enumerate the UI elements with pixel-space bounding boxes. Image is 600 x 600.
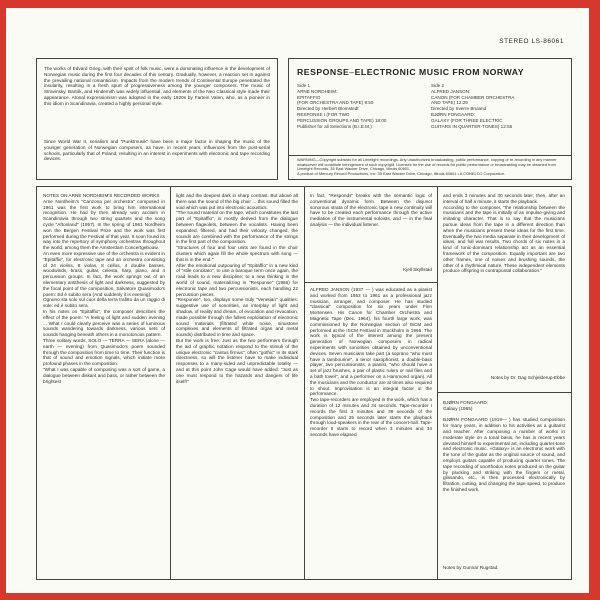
intro-paragraph-2: Since World War II, serialism and "Punktmusik" have been a major factor in shaping the music of the younger generation of Norwegian composers, as have, in recent years, influences from the post-serial schools, particularly that of Poland, resulting in an interest in experiments with electronic and tape recording devices. (44, 139, 270, 162)
side-2-composer-2: BJØRN FONGAARD: (431, 111, 476, 117)
program-divider (289, 155, 571, 156)
column-divider-1 (170, 187, 171, 579)
notes-column-2: light and the deepest dark in sharp contrast. But above all there was the sound of the big choir ... this sound filled the void which was put into electronic acoustics. "The sound material on the tape, which constitutes the last part of "Epitaffio", is mostly derived from the dialogue between flageolets, between the vocalists. Having been expanded, filtered, and had their velocity changed, the sounds are combined with the performance of the strings in the first part of the composition. "Structures of four and four units are found in the choir clusters which again fill the whole spectrum with song — that is in the end." After the emotional outpouring of "Epitaffio" in a new kind of "stile concitato", to use a baroque term once again, the road leads to a new discipline; to a new thinking in the world of sound, materializing in "Response" (1966) for electronic tape and two percussionists, each handling 22 percussion pieces. "Response", too, displays some truly "Venetian" qualities: suggestive use of sonorities, an interplay of light and shadow, of reality and dream, of evocation and revocation, made possible through the fullest exploitation of electronic sound materials (filtrated white noise, sinustone complexes and elements of filtrated organ and metal sounds) distributed in time and space. But the work is free: Just as the two performers through the aid of graphic notation respond to the stimuli of the unique electronic "cantus firmus", often "gothic" in its stark directness, so will the listener have to make individual responses to a many-sided and unpredictable totality — and at this point John Cage would have added: "Just as one must respond to the hazards and dangers of life itself!" (176, 193, 298, 384)
notes-column-4-bottom: BJØRN FONGAARD: Galaxy (1965) BJØRN FONGAARD (1919— ) has studied composition for many years, in addition to his activities as a guitarist and teacher. After composing a number of works in moderate style on a tonal basis, he has in recent years devoted himself to experimental art, including quarter-tone and electronic music. «Galaxy» is an electronic work with the tone of the guitar as the original source of sound, and employs guitars capable of producing quarter tones. The tape recording of unorthodox notes produced on the guitar by plucking and striking with the fingers or metal, glissando, etc., is then processed electronically by filtration, cutting, and changing the tape speed, to produce the finished work. (443, 400, 565, 492)
notes-column-1: NOTES ON ARNE NORDHEIM'S RECORDED WORKS Arne Nordheim's "Canzona per orchestra" composed in 1961 was the first work to bring him international recognition. He had by then already won acclaim in Scandinavia through two string quartets and the song cycle "Aftonland" (1957). In the spring of 1961 Nordheim won the Bergen Festival Prize and the work was first performed during the Festival of that year. It soon found its way into the repertory of symphony orchestras throughout the world, among them the Amsterdam Concertgebouw. An even more expressive use of the orchestra is evident in "Epitaffio", for electronic tape and an orchestra consisting of 24 violins, 8 violas, 8 cellos, 4 double basses, woodwinds, brass, guitar, celesta, harp, piano, and 4 percussion groups. In fact, the work springs out of an elementary antithesis of light and darkness, suggested by the focal point of the composition, Salvatore Quasimodo's poem: Ed è subito sera (And suddenly it is evening): Ognuno sta solo sul cuor della terra trafitto da un raggio di sole: ed è subito sera. In his notes on "Epitaffio", the composer describes the effect of the poem: "A feeling of light and sudden evening ... What I could clearly perceive was a series of luminous sounds wandering towards darkness, various sets of sounds hanging beneath others in a monotonous pattern. Three solitary words, SOLO — TERRA — SERA (alone — earth — evening) from Quasimodo's poem sounded through the composition from time to time. Their function is that of sound and emotion signals, which initiate more profound phases in the composition. "What I was capable of composing was a sort of game, a dialogue between diskant and bass, or rather between the brightest (43, 193, 165, 384)
back-cover-panel (6, 8, 589, 593)
side-1-work-2-detail: PERCUSSION GROUPS AND TAPE) 18:00 (297, 117, 387, 123)
album-title: RESPONSE–ELECTRONIC MUSIC FROM NORWAY (297, 67, 525, 77)
notes-column-3-bottom: ALFRED JANSON (1937 — ) was educated as a pianist and worked from 1953 to 1961 as a professional jazz musician, arranger, and composer. He has studied "classical" composition for six years under Finn Mortensen. His Canon for Chamber Orchestra and Magnetic Tape (Dec. 1964), his fourth large work, was commissioned by the Norwegian section of ISCM and performed at the ISCM Festival in Stockholm in 1966. The work is typical of the interest among the present generation of Norwegian composers in radical experiments with sonorities obtained by unconventional devices. Seven musicians take part (a soprano "who must have a tambourine", a tenor saxophonist, a double-bass player, two percussionists, a pianist, "who should have a set of jazz brushes, a pair of plastic rulers or nail files and a bath towel", and a performer on a Hammond organ). All the musicians and the conductor are at times also required to shout. Improvisation is an integral factor in the performance. Two tape-recorders are employed in the work, which has a duration of 12 minutes and 34 seconds. Tape-recorder I records the first 3 minutes and 39 seconds of the composition and 25 seconds later starts the playback through loud-speakers in the rear of the concert-hall. Tape-recorder II starts to record when 3 minutes and 34 seconds have elapsed (310, 287, 432, 437)
side-2-work-1-detail: AND TAPE) 12:29 (431, 100, 468, 106)
signature-schjelderup-ebbe: Notes by Dr. Dag Schjelderup-Ebbe (490, 375, 565, 380)
copyright-warning: WARNING—Copyright subsists for all Limelight recordings. Any unauthorized broadcasting, public performance, copying or re-recording in any manner whatsoever will constitute infringement of such copyright. Licenses for the use of records for public performance or broadcasting may be obtained from Limelight Records, 35 East Wacker Drive, Chicago, Illinois 60601. (297, 157, 557, 172)
side-1-label: Side 1 (297, 83, 311, 88)
side-2-work-1-director: Directed by Sverre Bruland (431, 106, 487, 112)
notes-column-4-top: and ends 3 minutes and 30 seconds later; then, after an interval of half a minute, it starts the playback. According to the composer, "the relationship between the musicians and the tape is initially of an impulse-giving and imitating character. That is to say that the musicians pursue ideas from the tape in a different direction than when the musicians present these ideas for the first time. Eventually the two media separate in their development of ideas, and full war results. Two chords of six notes in a kind of tonic-dominant relationship act as an essential framework of the composition. Equally important are two other frames, one of noises and brushing sounds, the other of a rhythmical nature. These independent elements produce offspring in contrapuntal collaboration." (443, 193, 565, 274)
side-1-work-2: RESPONSE I (FOR TWO (297, 111, 350, 117)
column-4-divider (437, 392, 571, 393)
side-2-listing (431, 83, 565, 129)
side-2-label: Side 2 (431, 83, 445, 88)
catalog-number: STEREO LS-86061 (499, 38, 564, 45)
side-1-listing (297, 83, 425, 129)
side-2-work-2: GALAXY (FOR THREE ELECTRIC (431, 117, 503, 123)
signature-skyllstad: Kjell Skyllstad (403, 267, 432, 272)
side-1-work-1-director: Directed by Herbert Blomstedt (297, 106, 359, 112)
album-title-main: RESPONSE (297, 67, 350, 77)
signature-rugstad: Notes by Gunnar Rugstad. (443, 565, 499, 570)
notes-column-3-top: In fact, "Responds" breaks with the semantic logic of conventional dynamic form. Between the disjunct sonorous strata of the electronic tape a new continuity will have to be created each performance through the active mediation of the instrumental soloists, and — in the final analysis — the individual listener. (310, 193, 432, 227)
publisher-note: Publisher for all Selections (B.I.E.M.) (297, 123, 372, 129)
intro-box (36, 58, 278, 180)
column-3-divider (304, 282, 437, 283)
column-divider-2 (304, 187, 305, 579)
label-footer: A product of Mercury Record Productions, Inc. 35 East Wacker Drive, Chicago, Illinois 60601 • A CONELCO Corporation. (297, 171, 505, 176)
intro-paragraph-1: The works of Edvard Grieg, with their spirit of folk music, were a dominating influence in the development of Norwegian music during the first four decades of this century. Gradually, however, a reaction set in against the prevailing national romanticism. Impacts from the modern trends of Continental Europe penetrated the insularity, resulting in a fresh spurt of progressiveness among the younger composers. The music of Stravinsky, Bartók, and Hindemith was widely influential, and elements of the Neo Classical style made their appearance. Atonal expressionism was adopted in the early 1920s by Fartein Valen, who, as a pioneer in this idiom in Scandinavia, created a highly personal style. (44, 66, 270, 106)
liner-notes-box (36, 186, 572, 580)
program-box (288, 58, 572, 180)
side-2-composer-1: ALFRED JANSON: (431, 88, 471, 94)
side-1-work-1-detail: (FOR ORCHESTRA AND TAPE) 9:50 (297, 100, 374, 106)
side-2-work-2-detail: GUITARS IN QUARTER-TONES) 12:55 (431, 123, 513, 129)
side-2-work-1: CANON (FOR CHAMBER ORCHESTRA (431, 94, 515, 100)
side-1-work-1: EPITAFFIO (297, 94, 321, 100)
album-title-subtitle: ELECTRONIC MUSIC FROM NORWAY (354, 67, 525, 77)
column-divider-3 (437, 187, 438, 579)
side-1-composer: ARNE NORDHEIM: (297, 88, 338, 94)
